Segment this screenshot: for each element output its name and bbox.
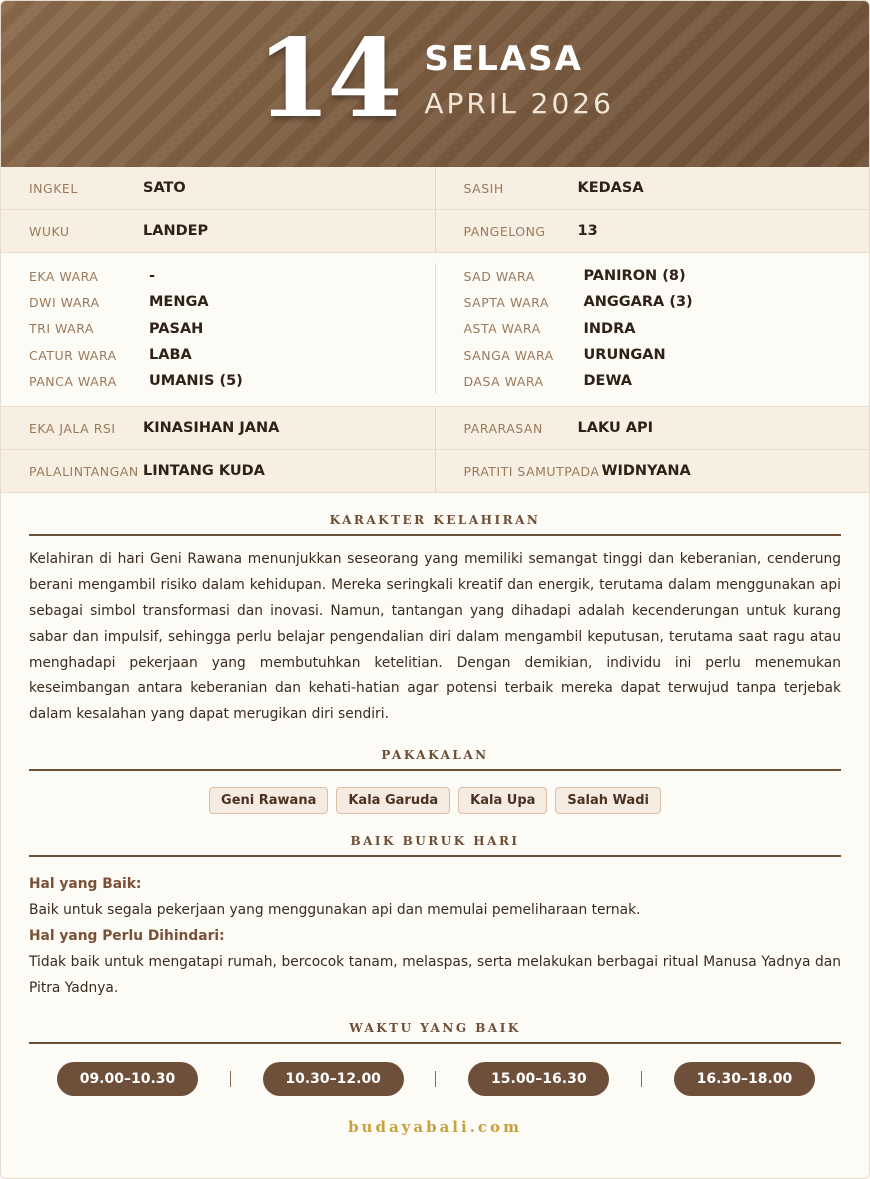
wara-label: SAPTA WARA (463, 294, 549, 310)
wara-item (464, 263, 870, 289)
pangelong-label: PANGELONG (463, 223, 546, 239)
wara-value: MENGA (149, 294, 209, 311)
wara-label: SANGA WARA (463, 347, 554, 363)
avoid-text: Tidak baik untuk mengatapi rumah, bercocok tanam, melaspas, serta melakukan berbagai ritual Manusa Yadnya dan Pitra Yadnya. (29, 954, 841, 997)
wara-value: URUNGAN (583, 347, 666, 364)
wara-value: DEWA (583, 373, 633, 390)
time-slot-pill: 09.00–10.30 (57, 1062, 198, 1096)
pangelong-cell (435, 210, 870, 252)
eka-jala-rsi-cell (1, 407, 435, 449)
day-name: SELASA (424, 38, 583, 79)
wara-item (29, 342, 435, 368)
wara-label: CATUR WARA (29, 347, 117, 363)
site-footer: budayabali.com (348, 1118, 522, 1137)
separator (641, 1071, 642, 1087)
day-number: 14 (256, 16, 399, 142)
wara-value: UMANIS (5) (149, 373, 243, 390)
sasih-cell (435, 167, 870, 209)
baik-buruk-title: BAIK BURUK HARI (29, 814, 841, 857)
baik-buruk-section (1, 814, 869, 1001)
sasih-label: SASIH (463, 180, 504, 196)
wara-label: DASA WARA (463, 373, 544, 389)
wara-value: LABA (149, 347, 192, 364)
month-year: APRIL 2026 (424, 86, 614, 120)
wara-table (1, 253, 869, 407)
palalintangan-cell (1, 450, 435, 492)
wara-item (464, 368, 870, 394)
ingkel-value: SATO (143, 180, 186, 196)
pakakalan-title: PAKAKALAN (29, 728, 841, 771)
pararasan-value: LAKU API (577, 420, 654, 437)
wara-label: EKA WARA (29, 268, 99, 284)
ingkel-cell (1, 167, 435, 209)
karakter-section (1, 493, 869, 728)
pratiti-label: PRATITI SAMUTPADA (463, 463, 600, 479)
info-row-2 (1, 210, 869, 253)
wara-item (464, 289, 870, 315)
wara-item (29, 316, 435, 342)
pararasan-cell (435, 407, 870, 449)
wara-item (29, 263, 435, 289)
pakakalan-chip: Kala Upa (458, 787, 547, 814)
karakter-title: KARAKTER KELAHIRAN (29, 493, 841, 536)
eka-jala-rsi-value: KINASIHAN JANA (143, 420, 280, 437)
pakakalan-chip: Kala Garuda (336, 787, 450, 814)
wara-label: SAD WARA (463, 268, 535, 284)
good-text: Baik untuk segala pekerjaan yang menggunakan api dan memulai pemeliharaan ternak. (29, 902, 641, 919)
pakakalan-chip: Salah Wadi (555, 787, 661, 814)
pakakalan-chip: Geni Rawana (209, 787, 328, 814)
wara-label: TRI WARA (29, 321, 94, 337)
sasih-value: KEDASA (577, 180, 644, 196)
palalintangan-label: PALALINTANGAN (29, 463, 139, 479)
pangelong-value: 13 (577, 223, 598, 239)
palalintangan-value: LINTANG KUDA (143, 463, 265, 480)
wara-value: ANGGARA (3) (583, 294, 693, 311)
time-slot-pill: 15.00–16.30 (468, 1062, 609, 1096)
karakter-text: Kelahiran di hari Geni Rawana menunjukkan seseorang yang memiliki semangat tinggi dan keberanian, cenderung berani mengambil risiko dalam kehidupan. Mereka seringkali kreatif dan energik, terutama dalam menggunakan api sebagai simbol transformasi dan inovasi. Namun, tantangan yang dihadapi adalah kecenderungan untuk kurang sabar dan impulsif, sehingga perlu belajar pengendalian diri dalam mengambil keputusan, terutama saat ragu atau menghadapi pekerjaan yang membutuhkan ketelitian. Dengan demikian, individu ini perlu menemukan keseimbangan antara keberanian dan kehati-hatian agar potensi terbaik mereka dapat terwujud tanpa terjebak dalam kesalahan yang dapat merugikan diri sendiri. (29, 551, 841, 723)
wara-item (29, 368, 435, 394)
wara-left-column (1, 263, 435, 394)
wara-label: PANCA WARA (29, 373, 117, 389)
extra-row-2 (1, 450, 869, 493)
wara-value: INDRA (583, 320, 636, 337)
extra-row-1 (1, 407, 869, 450)
separator (230, 1071, 231, 1087)
date-header (1, 1, 869, 167)
wara-value: - (149, 268, 156, 285)
good-heading: Hal yang Baik: (29, 876, 142, 893)
separator (435, 1071, 436, 1087)
time-slot-pill: 10.30–12.00 (263, 1062, 404, 1096)
ingkel-label: INGKEL (29, 180, 78, 196)
waktu-title: WAKTU YANG BAIK (29, 1001, 841, 1044)
info-row-1 (1, 167, 869, 210)
wara-right-column (435, 263, 870, 394)
wuku-cell (1, 210, 435, 252)
wara-item (29, 289, 435, 315)
wara-value: PANIRON (8) (583, 268, 686, 285)
waktu-section (1, 1001, 869, 1044)
wuku-value: LANDEP (143, 223, 209, 239)
time-slot-pill: 16.30–18.00 (674, 1062, 815, 1096)
baik-buruk-content (29, 871, 841, 1001)
time-slots (1, 1044, 843, 1096)
wuku-label: WUKU (29, 223, 70, 239)
wara-item (464, 316, 870, 342)
wara-label: DWI WARA (29, 294, 100, 310)
pratiti-value: WIDNYANA (601, 463, 691, 480)
wara-item (464, 342, 870, 368)
pararasan-label: PARARASAN (463, 420, 543, 436)
eka-jala-rsi-label: EKA JALA RSI (29, 420, 116, 436)
pratiti-cell (435, 450, 870, 492)
wara-label: ASTA WARA (463, 321, 541, 337)
wara-value: PASAH (149, 320, 204, 337)
avoid-heading: Hal yang Perlu Dihindari: (29, 928, 225, 945)
pakakalan-section (1, 728, 869, 814)
pakakalan-chips (29, 787, 841, 814)
